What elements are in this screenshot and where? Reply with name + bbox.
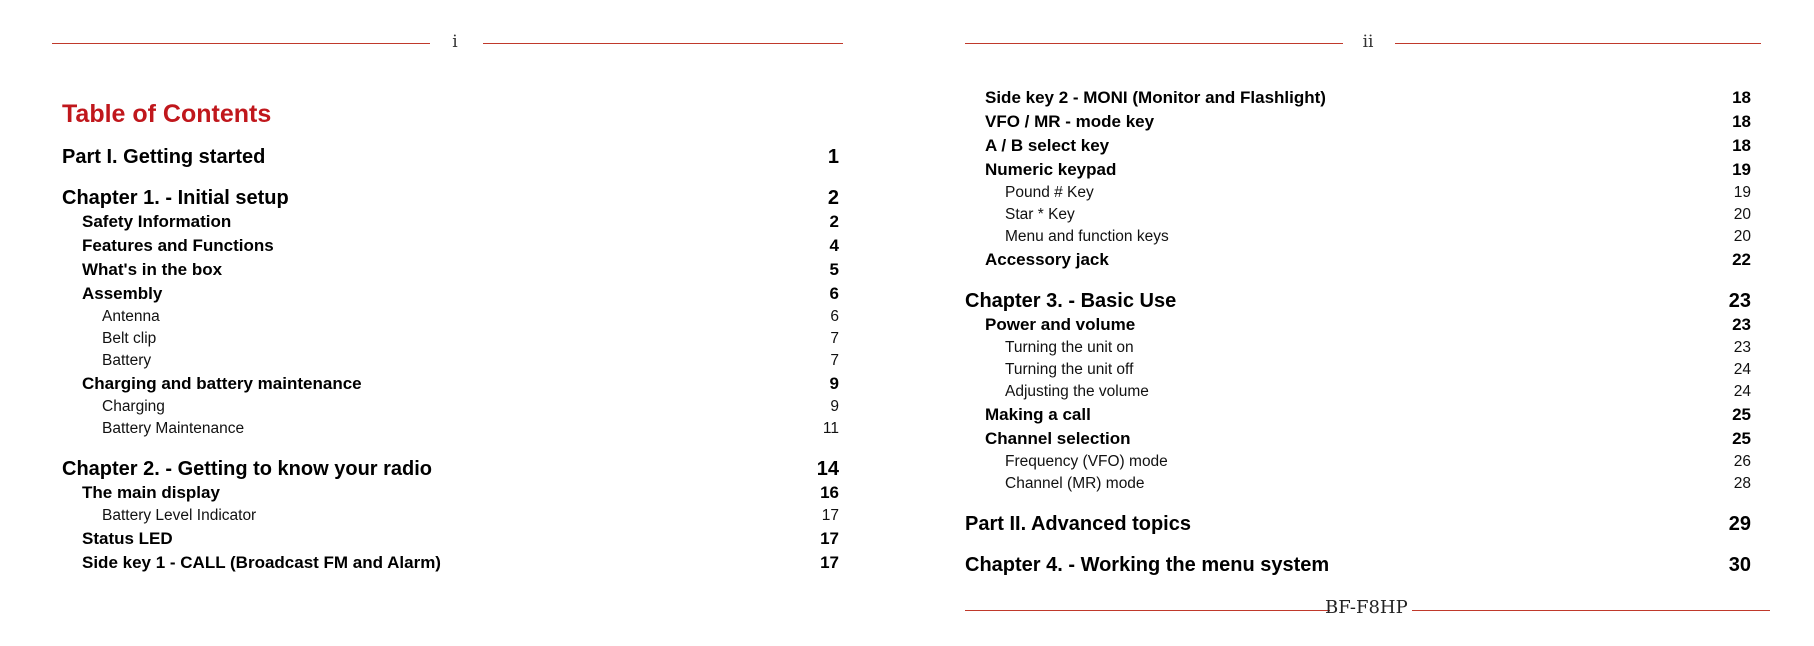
toc-entry-label: Chapter 2. - Getting to know your radio [62,458,433,480]
toc-entry-page: 11 [822,420,839,437]
toc-entry-page: 24 [1733,361,1751,378]
toc-entry-label: Making a call [985,405,1091,424]
page-number: ii [1362,32,1374,52]
toc-entry-label: Star * Key [1005,206,1075,223]
header-rule-left [52,43,430,44]
toc-entry-page: 5 [829,260,839,279]
toc-entry-page: 18 [1732,136,1751,155]
toc-entry-page: 7 [830,330,839,347]
toc-entry-label: Chapter 1. - Initial setup [62,187,289,209]
toc-entry-page: 17 [820,529,839,548]
toc-title: Table of Contents [62,100,272,128]
toc-entry-label: Accessory jack [985,250,1109,269]
toc-entry-label: Pound # Key [1005,184,1094,201]
toc-entry-label: Battery Level Indicator [102,507,257,524]
toc-entry-label: Features and Functions [82,236,274,255]
toc-entry-page: 24 [1733,383,1751,400]
toc-entry-label: Charging and battery maintenance [82,374,362,393]
toc-entry-label: Turning the unit on [1005,339,1134,356]
header-rule-left [965,43,1343,44]
toc-entry-page: 28 [1733,475,1751,492]
toc-entry-page: 20 [1733,228,1751,245]
toc-entry-page: 9 [829,374,839,393]
header-rule-right [1395,43,1761,44]
toc-entry-label: Battery Maintenance [102,420,245,437]
toc-entry-label: Frequency (VFO) mode [1005,453,1168,470]
toc-entry-page: 19 [1733,184,1751,201]
toc-entry-page: 26 [1733,453,1751,470]
toc-entry-page: 9 [830,398,839,415]
footer-rule-right [1412,610,1770,611]
toc-entry-label: Numeric keypad [985,160,1117,179]
toc-entry-page: 18 [1732,88,1751,107]
toc-entry-label: Part II. Advanced topics [965,513,1191,535]
toc-entry-label: Adjusting the volume [1005,383,1149,400]
toc-entry-page: 2 [827,187,839,209]
toc-entry-page: 17 [820,553,839,572]
toc-entry-label: Power and volume [985,315,1136,334]
toc-entry-label: Menu and function keys [1005,228,1169,245]
toc-entry-label: Belt clip [102,330,157,347]
toc-entry-page: 23 [1732,315,1751,334]
toc-entry-page: 4 [829,236,839,255]
toc-entry-page: 17 [821,507,839,524]
toc-entry-label: Side key 1 - CALL (Broadcast FM and Alarm) [82,553,441,572]
toc-entry-label: Channel selection [985,429,1131,448]
footer-model: BF-F8HP [1325,597,1408,618]
toc-entry-label: Chapter 4. - Working the menu system [965,554,1330,576]
toc-entry-page: 23 [1733,339,1751,356]
toc-entry-page: 30 [1728,554,1751,576]
toc-entry-page: 25 [1732,405,1751,424]
toc-entry-label: Safety Information [82,212,232,231]
footer-rule-left [965,610,1330,611]
toc-entry-page: 23 [1728,290,1751,312]
toc-entry-label: Status LED [82,529,173,548]
toc-entry-label: Side key 2 - MONI (Monitor and Flashlight) [985,88,1326,107]
toc-entry-label: VFO / MR - mode key [985,112,1155,131]
toc-entry-page: 22 [1732,250,1751,269]
toc-entry-page: 7 [830,352,839,369]
toc-entry-page: 6 [830,308,839,325]
toc-entry-label: Antenna [102,308,160,325]
toc-entry-label: A / B select key [985,136,1110,155]
page-number: i [452,32,458,52]
toc-entry-page: 19 [1732,160,1751,179]
toc-entry-page: 6 [829,284,839,303]
toc-entry-label: What's in the box [82,260,223,279]
toc-entry-page: 16 [820,483,839,502]
toc-entry-page: 14 [816,458,839,480]
toc-entry-page: 25 [1732,429,1751,448]
toc-entry-page: 2 [829,212,839,231]
toc-entry-page: 20 [1733,206,1751,223]
toc-entry-label: Channel (MR) mode [1005,475,1145,492]
toc-entry-page: 18 [1732,112,1751,131]
toc-entry-label: Charging [102,398,165,415]
toc-entry-label: Turning the unit off [1005,361,1134,378]
right-page [907,0,1814,646]
toc-entry-label: Battery [102,352,152,369]
header-rule-right [483,43,843,44]
toc-entry-label: Assembly [82,284,163,303]
toc-entry-label: The main display [82,483,220,502]
toc-entry-page: 1 [827,146,839,168]
toc-entry-page: 29 [1728,513,1751,535]
toc-entry-label: Part I. Getting started [62,146,266,168]
toc-entry-label: Chapter 3. - Basic Use [965,290,1177,312]
